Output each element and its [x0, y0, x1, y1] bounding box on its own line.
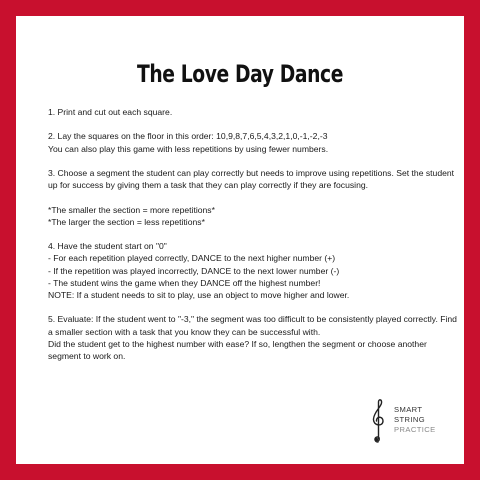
- step-3: 3. Choose a segment the student can play correctly but needs to improve using repetitions. Set the student up for success by giving them a task that they can play correctly if they are focusing.: [48, 167, 455, 191]
- page-title: The Love Day Dance: [136, 60, 344, 88]
- spacer: [48, 191, 458, 203]
- step-4-correct: - For each repetition played correctly, DANCE to the next higher number (+): [48, 253, 336, 264]
- note-smaller-section: *The smaller the section = more repetitions*: [48, 204, 215, 215]
- note-larger-section: *The larger the section = less repetitions*: [48, 216, 205, 227]
- spacer: [48, 228, 458, 240]
- step-1: 1. Print and cut out each square.: [48, 107, 173, 117]
- treble-clef-icon: [370, 398, 386, 444]
- brand-logo: [370, 398, 460, 448]
- spacer: [48, 118, 458, 130]
- brand-line-3: PRACTICE: [394, 425, 436, 434]
- instruction-card: [16, 16, 464, 464]
- step-2-note: You can also play this game with less repetitions by using fewer numbers.: [48, 143, 329, 154]
- step-5-followup: Did the student get to the highest number with ease? If so, lengthen the segment or choose another segment to work on.: [48, 338, 427, 361]
- spacer: [48, 301, 458, 313]
- step-4-note: NOTE: If a student needs to sit to play, use an object to move higher and lower.: [48, 289, 350, 300]
- step-2: 2. Lay the squares on the floor in this order: 10,9,8,7,6,5,4,3,2,1,0,-1,-2,-3: [48, 131, 328, 142]
- brand-line-1: SMART: [394, 405, 423, 414]
- step-4-incorrect: - If the repetition was played incorrectly, DANCE to the next lower number (-): [48, 265, 340, 276]
- instructions-body: [48, 106, 458, 362]
- brand-name: [394, 405, 436, 435]
- step-4-win: - The student wins the game when they DANCE off the highest number!: [48, 277, 321, 288]
- step-4: 4. Have the student start on "0": [48, 241, 167, 252]
- brand-line-2: STRING: [394, 415, 426, 424]
- step-5: 5. Evaluate: If the student went to "-3," the segment was too difficult to be consistently played correctly. Find a smaller section with a task that you know they can be successful with.: [48, 314, 457, 337]
- spacer: [48, 155, 458, 167]
